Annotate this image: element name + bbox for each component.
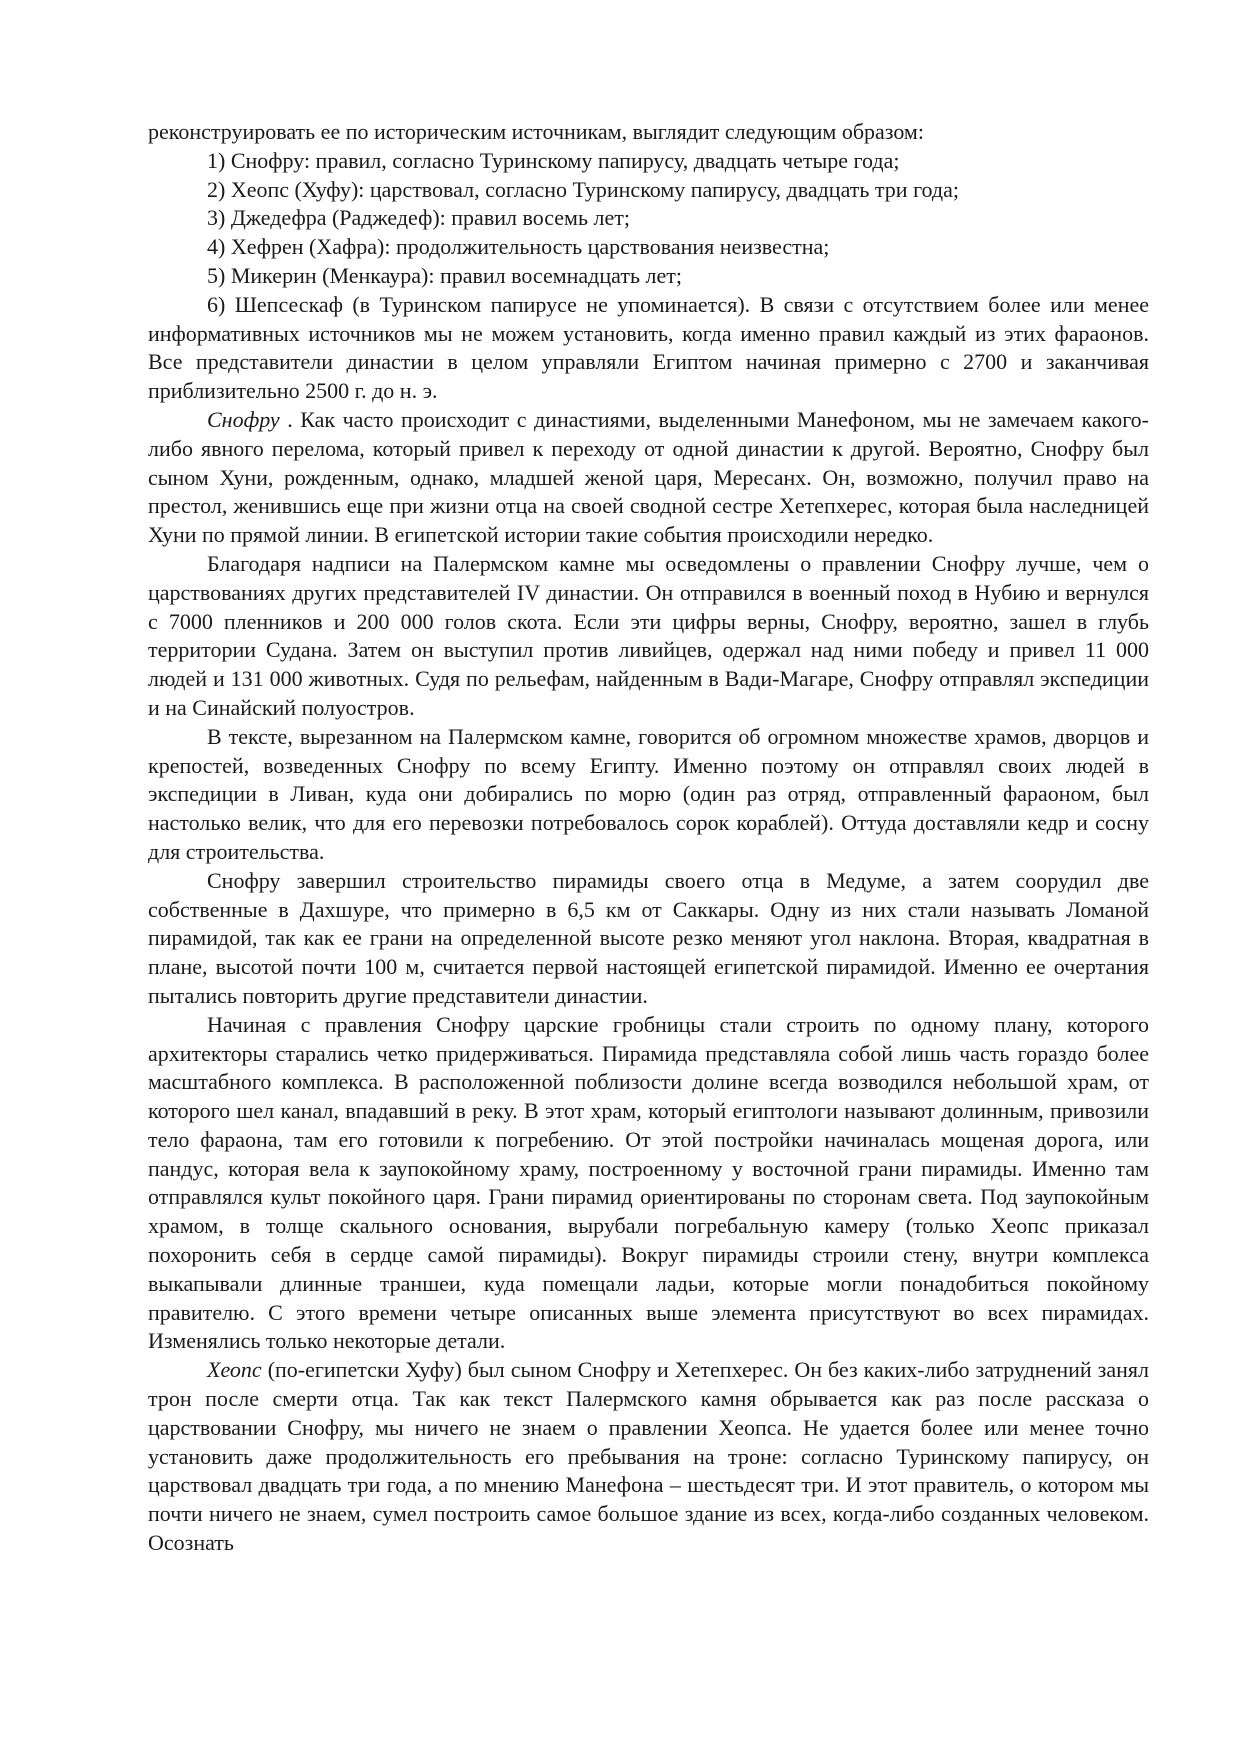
list-item-3: 3) Джедефра (Раджедеф): правил восемь лет; <box>207 205 630 231</box>
paragraph-temples: В тексте, вырезанном на Палермском камне, говорится об огромном множестве храмов, дворцов и крепостей, возведенных Снофру по всему Египту. Именно поэтому он отправлял своих людей в экспедиции в Ливан, куда они добирались по морю (один раз отряд, отправленный фараоном, был настолько велик, что для его перевозки потребовалось сорок кораблей). Оттуда доставляли кедр и сосну для строительства. <box>148 723 1149 864</box>
intro-line: реконструировать ее по историческим источникам, выглядит следующим образом: <box>148 119 924 144</box>
paragraph-snofru <box>148 406 1149 550</box>
snofru-heading: Снофру <box>207 406 280 432</box>
paragraph-kheops-text: (по-египетски Хуфу) был сыном Снофру и Хетепхерес. Он без каких-либо затруднений занял трон после смерти отца. Так как текст Палермского камня обрывается как раз после рассказа о царствовании Снофру, мы ничего не знаем о правлении Хеопса. Не удается более или менее точно установить даже продолжительность его пребывания на троне: согласно Туринскому папирусу, он царствовал двадцать три года, а по мнению Манефона – шестьдесят три. И этот правитель, о котором мы почти ничего не знаем, сумел построить самое большое здание из всех, когда-либо созданных человеком. Осознать <box>148 1357 1149 1556</box>
kheops-heading: Хеопс <box>207 1357 262 1383</box>
paragraph-snofru-text: . Как часто происходит с династиями, выделенными Манефоном, мы не замечаем какого-либо явного перелома, который привел к переходу от одной династии к другой. Вероятно, Снофру был сыном Хуни, рожденным, однако, младшей женой царя, Мересанх. Он, возможно, получил право на престол, женившись еще при жизни отца на своей сводной сестре Хетепхерес, которая была наследницей Хуни по прямой линии. В египетской истории такие события происходили нередко. <box>148 406 1149 548</box>
list-item-1: 1) Снофру: правил, согласно Туринскому папирусу, двадцать четыре года; <box>207 147 900 173</box>
paragraph-tomb-plan: Начиная с правления Снофру царские гробницы стали строить по одному плану, которого архитекторы старались четко придерживаться. Пирамида представляла собой лишь часть гораздо более масштабного комплекса. В расположенной поблизости долине всегда возводился небольшой храм, от которого шел канал, впадавший в реку. В этот храм, который египтологи называют долинным, привозили тело фараона, там его готовили к погребению. От этой постройки начиналась мощеная дорога, или пандус, которая вела к заупокойному храму, построенному у восточной грани пирамиды. Именно там отправлялся культ покойного царя. Грани пирамид ориентированы по сторонам света. Под заупокойным храмом, в толще скального основания, вырубали погребальную камеру (только Хеопс приказал похоронить себя в сердце самой пирамиды). Вокруг пирамиды строили стену, внутри комплекса выкапывали длинные траншеи, куда помещали ладьи, которые могли понадобиться покойному правителю. С этого времени четыре описанных выше элемента присутствуют во всех пирамидах. Изменялись только некоторые детали. <box>148 1011 1149 1354</box>
paragraph-pyramids: Снофру завершил строительство пирамиды своего отца в Медуме, а затем соорудил две собственные в Дахшуре, что примерно в 6,5 км от Саккары. Одну из них стали называть Ломаной пирамидой, так как ее грани на определенной высоте резко меняют угол наклона. Вторая, квадратная в плане, высотой почти 100 м, считается первой настоящей египетской пирамидой. Именно ее очертания пытались повторить другие представители династии. <box>148 867 1149 1008</box>
list-item-6: 6) Шепсескаф (в Туринском папирусе не упоминается). В связи с отсутствием более или менее информативных источников мы не можем установить, когда именно правил каждый из этих фараонов. Все представители династии в целом управляли Египтом начиная примерно с 2700 и заканчивая приблизительно 2500 г. до н. э. <box>148 291 1149 404</box>
list-item-2: 2) Хеопс (Хуфу): царствовал, согласно Туринскому папирусу, двадцать три года; <box>207 176 959 202</box>
paragraph-palermo-stone: Благодаря надписи на Палермском камне мы осведомлены о правлении Снофру лучше, чем о царствованиях других представителей IV династии. Он отправился в военный поход в Нубию и вернулся с 7000 пленников и 200 000 голов скота. Если эти цифры верны, Снофру, вероятно, зашел в глубь территории Судана. Затем он выступил против ливийцев, одержал над ними победу и привел 11 000 людей и 131 000 животных. Судя по рельефам, найденным в Вади-Магаре, Снофру отправлял экспедиции и на Синайский полуостров. <box>148 550 1149 720</box>
paragraph-kheops <box>148 1356 1149 1558</box>
list-item-5: 5) Микерин (Менкаура): правил восемнадцать лет; <box>207 262 682 288</box>
list-item-4: 4) Хефрен (Хафра): продолжительность царствования неизвестна; <box>207 234 830 260</box>
